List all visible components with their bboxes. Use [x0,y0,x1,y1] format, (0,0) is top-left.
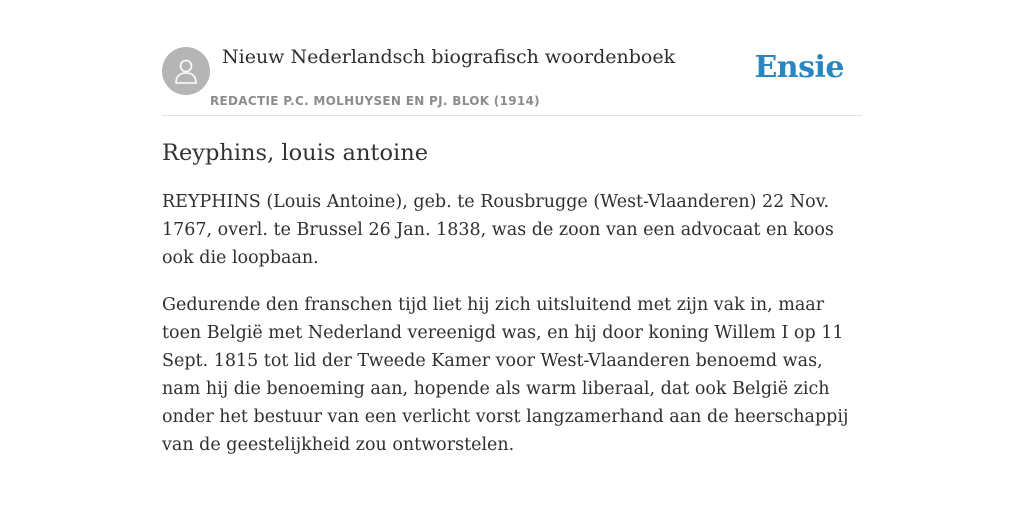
entry-card [162,0,862,459]
book-title[interactable]: Nieuw Nederlandsch biografisch woordenboek [222,46,676,68]
avatar[interactable] [162,47,210,95]
entry-paragraph-2: Gedurende den franschen tijd liet hij zich uitsluitend met zijn vak in, maar toen België met Nederland vereenigd was, en hij door koning Willem I op 11 Sept. 1815 tot lid der Tweede Kamer voor West-Vlaanderen benoemd was, nam hij die benoeming aan, hopende als warm liberaal, dat ook België zich onder het bestuur van een verlicht vorst langzamerhand aan de heerschappij van de geestelijkheid zou ontworstelen. [162,295,849,455]
brand-logo[interactable]: Ensie [754,50,844,85]
entry-paragraph-1: REYPHINS (Louis Antoine), geb. te Rousbrugge (West-Vlaanderen) 22 Nov. 1767, overl. te Brussel 26 Jan. 1838, was de zoon van een advocaat en koos ook die loopbaan. [162,192,834,268]
page-header [162,0,862,116]
entry-title: Reyphins, louis antoine [162,140,429,166]
user-icon [172,57,200,85]
editors-label: REDACTIE P.C. MOLHUYSEN EN PJ. BLOK (1914) [210,94,540,108]
